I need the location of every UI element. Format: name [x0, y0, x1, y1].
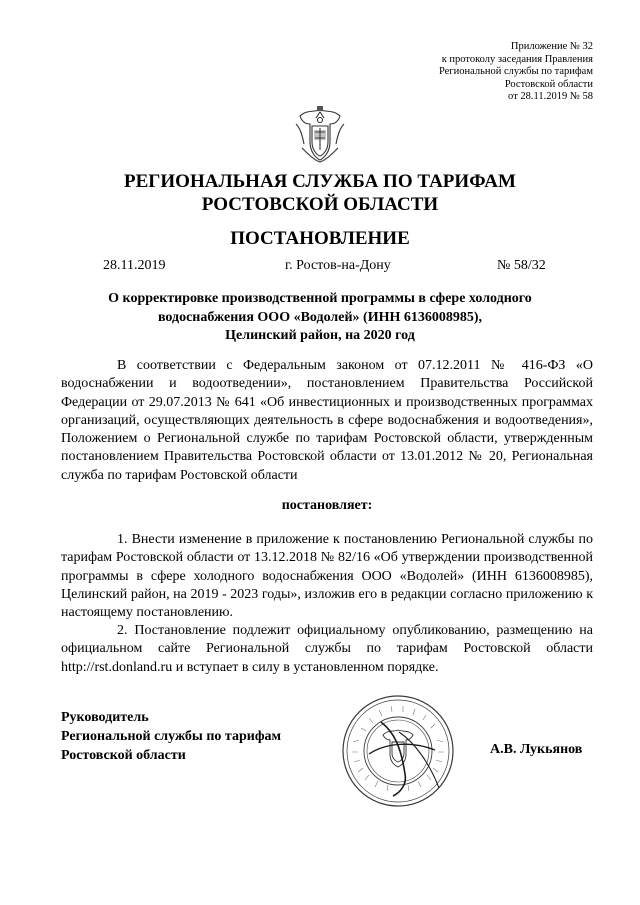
organization-name — [0, 170, 640, 216]
signer-name: А.В. Лукьянов — [490, 742, 583, 757]
subject-line: Целинский район, на 2020 год — [225, 328, 415, 343]
appendix-line: Приложение № 32 — [510, 41, 593, 52]
appendix-line: Ростовской области — [504, 78, 593, 90]
resolution-item-1: 1. Внести изменение в приложение к постановлению Региональной службы по тарифам Ростовской области от 13.12.2018 № 82/16 «Об утверждении производственной программы в сфере холодного водоснабжения ООО «Водолей» (ИНН 6136008985), Целинский район, на 2019 - 2023 годы», изложив его в редакции согласно приложению к настоящему постановлению. — [61, 532, 593, 621]
subject-line: О корректировке производственной программы в сфере холодного — [108, 291, 532, 306]
signer-position-line: Ростовской области — [61, 748, 186, 763]
document-date: 28.11.2019 — [103, 258, 166, 273]
document-place: г. Ростов-на-Дону — [285, 258, 391, 273]
coat-of-arms-icon — [292, 104, 348, 164]
signer-position-line: Руководитель — [61, 710, 149, 725]
appendix-note — [333, 41, 593, 104]
decree-word: постановляет: — [281, 498, 373, 513]
appendix-line: к протоколу заседания Правления — [441, 53, 593, 65]
document-type: ПОСТАНОВЛЕНИЕ — [230, 228, 410, 249]
appendix-line: от 28.11.2019 № 58 — [508, 91, 593, 102]
signer-position — [61, 708, 281, 765]
subject-line: водоснабжения ООО «Водолей» (ИНН 6136008985), — [157, 309, 483, 325]
resolution-item-2: 2. Постановление подлежит официальному опубликованию, размещению на официальном сайте Региональной службы по тарифам Ростовской области http://rst.donland.ru и вступает в силу в установленном порядке. — [61, 623, 593, 675]
appendix-line: Региональной службы по тарифам — [438, 66, 593, 77]
document-number: № 58/32 — [497, 258, 546, 273]
date-place-number-line — [0, 257, 640, 277]
round-seal-stamp-icon — [339, 692, 457, 810]
preamble-paragraph: В соответствии с Федеральным законом от 07.12.2011 № 416-ФЗ «О водоснабжении и водоотведении», постановлением Правительства Российской Федерации от 29.07.2013 № 641 «Об инвестиционных и производственных программах организаций, осуществляющих деятельность в сфере водоснабжения и водоотведения», Положением о Региональной службе по тарифам Ростовской области, утвержденным постановлением Правительства Ростовской области от 13.01.2012 № 20, Региональная служба по тарифам Ростовской области — [61, 358, 593, 483]
org-line: РЕГИОНАЛЬНАЯ СЛУЖБА ПО ТАРИФАМ — [124, 171, 516, 192]
org-line: РОСТОВСКОЙ ОБЛАСТИ — [201, 194, 439, 215]
signer-position-line: Региональной службы по тарифам — [61, 729, 282, 744]
document-subject — [0, 290, 640, 346]
